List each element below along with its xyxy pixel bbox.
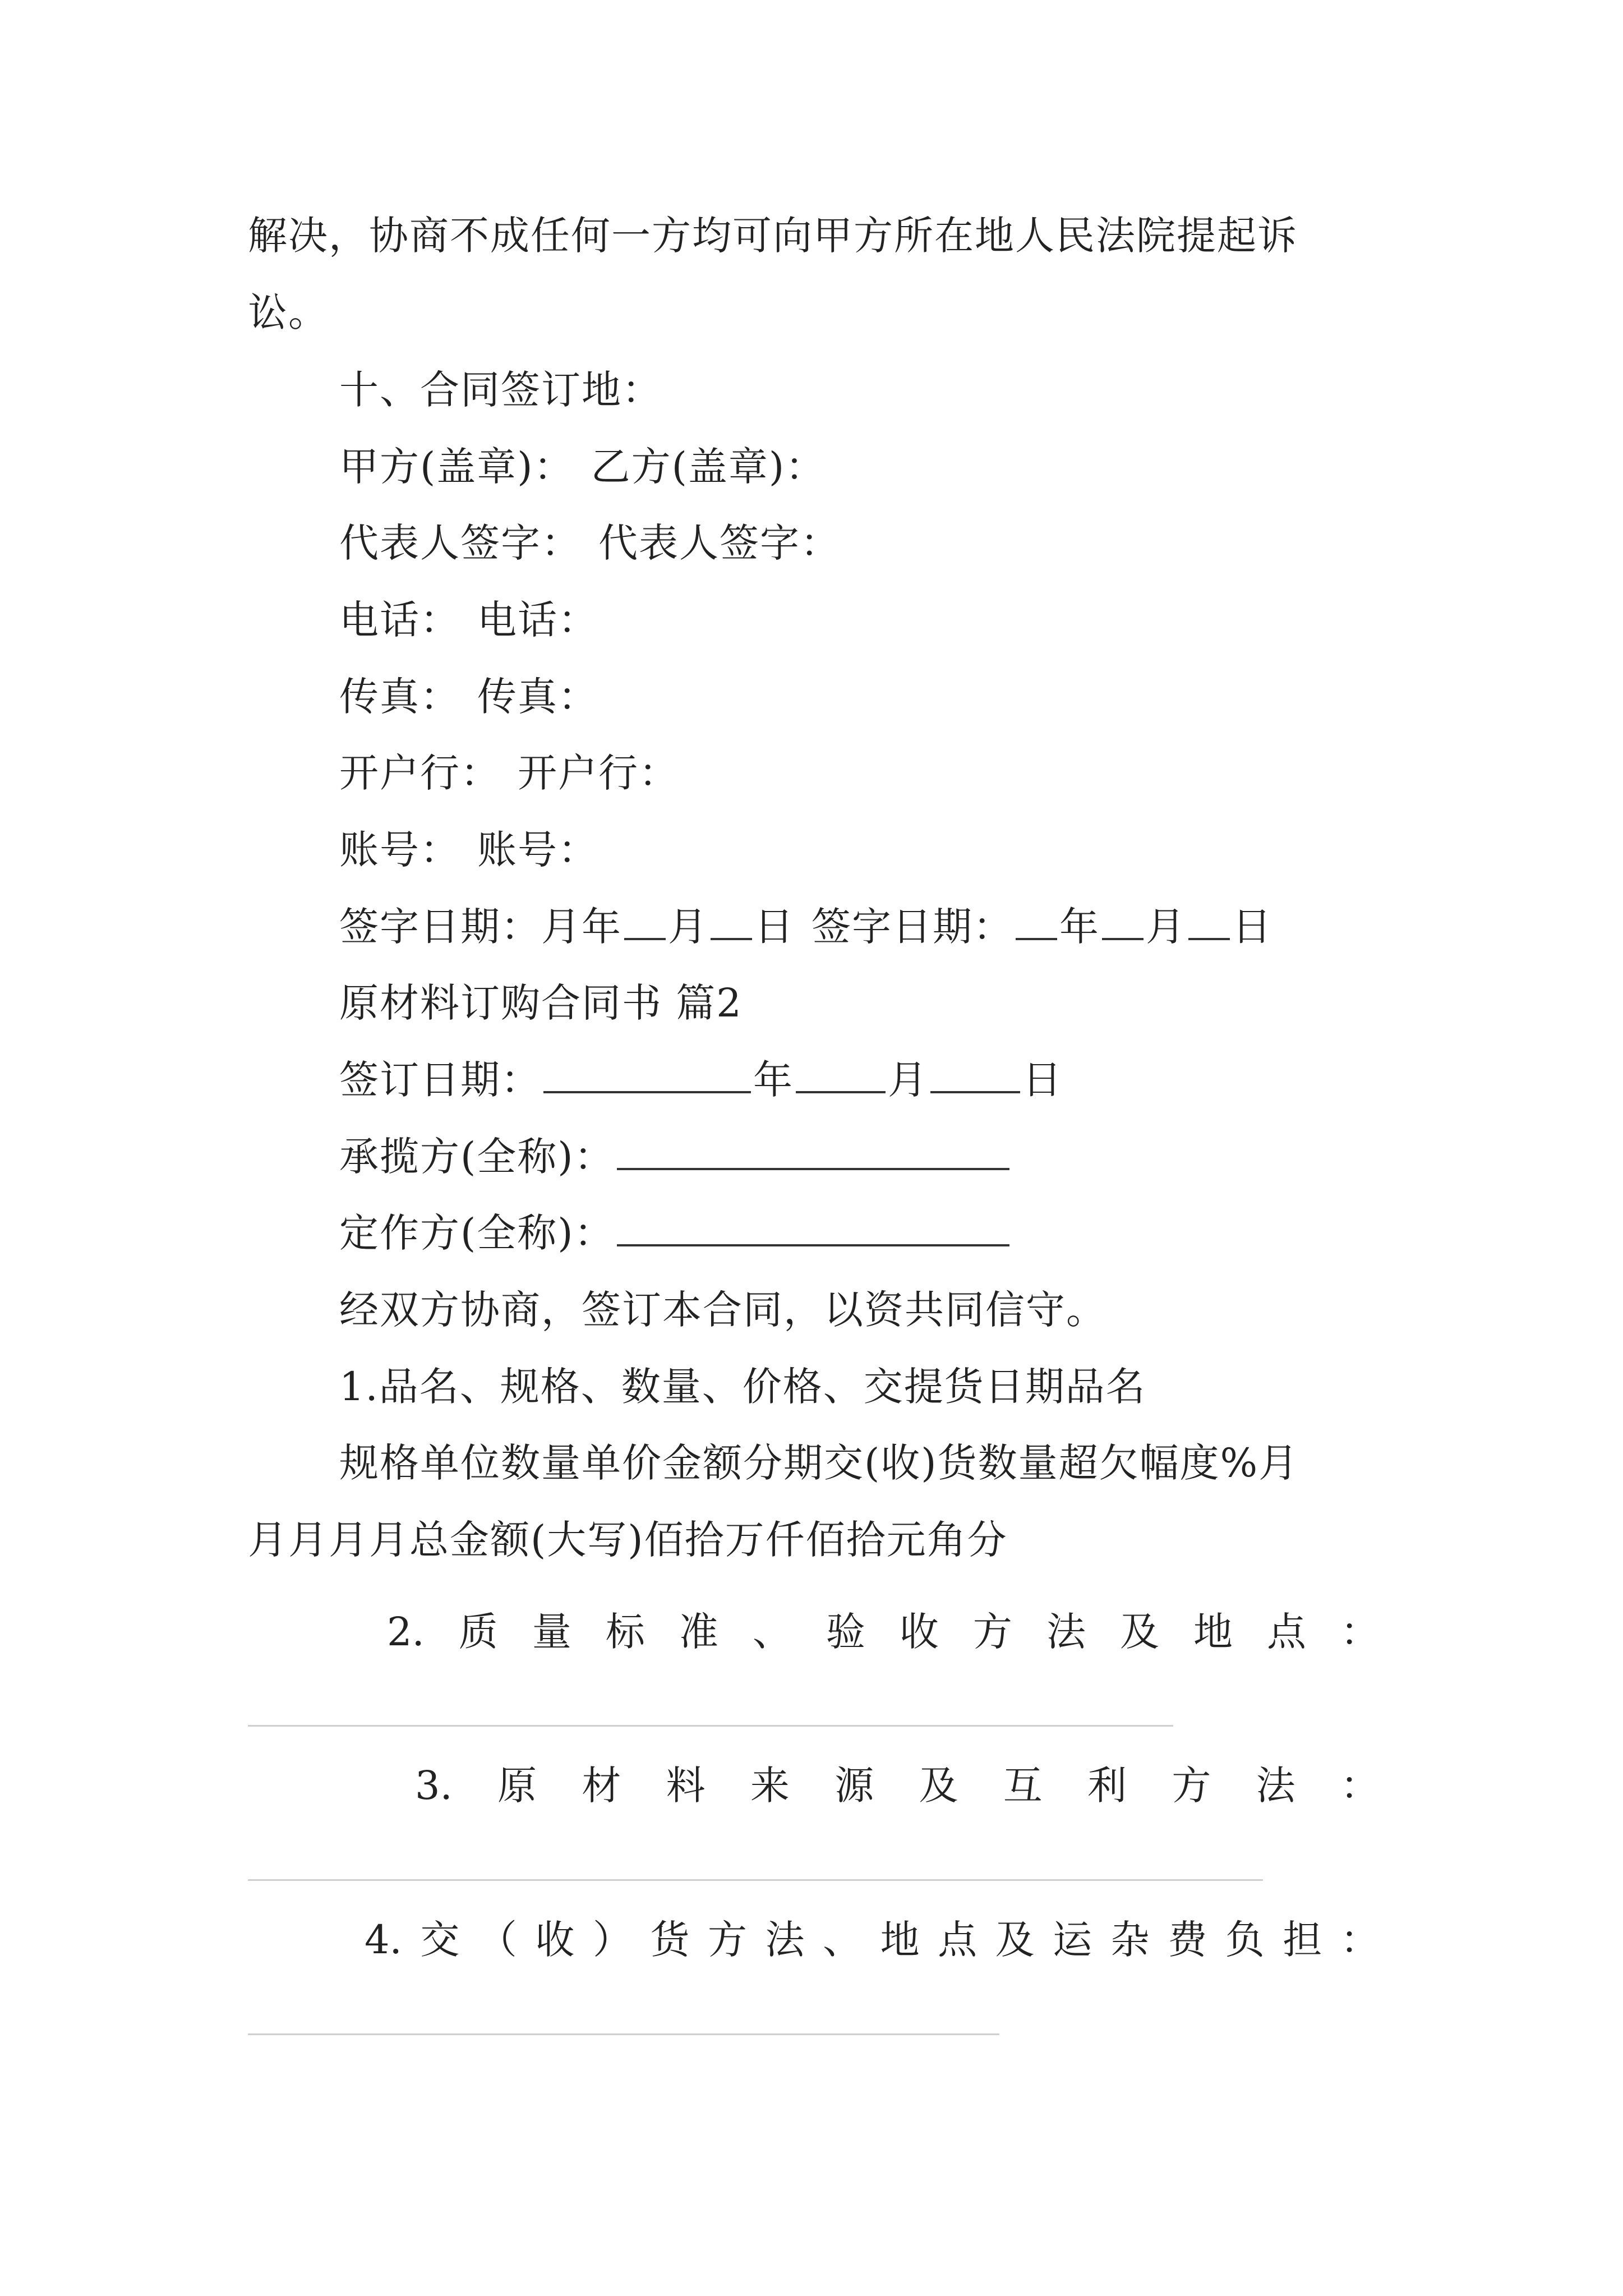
item-4 bbox=[247, 1915, 1380, 1965]
rep-a-label: 代表人签字： bbox=[339, 520, 582, 566]
item-1: 1.品名、规格、数量、价格、交提货日期品名 bbox=[339, 1364, 1146, 1410]
phone-a-label: 电话： bbox=[339, 597, 460, 643]
signature-row-fax bbox=[339, 671, 598, 722]
blank-underline bbox=[617, 1133, 1009, 1170]
blank-underline bbox=[624, 903, 666, 940]
item-3-char: 法 bbox=[1256, 1763, 1295, 1809]
item-2-char: 验 bbox=[826, 1609, 865, 1655]
signature-row-phone bbox=[339, 595, 598, 645]
fax-b-label: 传真： bbox=[477, 674, 598, 720]
section-heading: 十、合同签订地： bbox=[339, 367, 662, 413]
item-2-char: 地 bbox=[1193, 1609, 1233, 1655]
item-2 bbox=[247, 1607, 1380, 1657]
signature-row-seal bbox=[339, 441, 826, 492]
blank-underline bbox=[930, 1056, 1020, 1093]
item-3-char: 源 bbox=[834, 1763, 874, 1809]
item-3-char: 料 bbox=[666, 1763, 706, 1809]
orderer-row bbox=[339, 1208, 1012, 1258]
item-3-char: ： bbox=[1340, 1763, 1380, 1809]
item-3-char: 材 bbox=[582, 1763, 621, 1809]
date-b-label: 签字日期： bbox=[811, 904, 1013, 950]
date-a-day: 日 bbox=[754, 904, 795, 950]
item-2-char: 收 bbox=[899, 1609, 939, 1655]
blank-underline bbox=[796, 1056, 886, 1093]
date-b-year: 年 bbox=[1059, 904, 1100, 950]
item-2-char: ： bbox=[1340, 1609, 1380, 1655]
party-b-seal-label: 乙方(盖章)： bbox=[591, 444, 826, 490]
item-4-char: 及 bbox=[995, 1917, 1035, 1963]
item-4-char: 费 bbox=[1168, 1917, 1207, 1963]
item-4-char: 交 bbox=[420, 1917, 460, 1963]
item-4-char: 收 bbox=[535, 1917, 575, 1963]
sign-date-row bbox=[339, 1055, 1063, 1105]
item-4-char: （ bbox=[477, 1917, 517, 1963]
item-2-char: 质 bbox=[458, 1609, 498, 1655]
contractor-row bbox=[339, 1131, 1012, 1182]
item-2-char: 点 bbox=[1266, 1609, 1306, 1655]
item-4-char: 4. bbox=[365, 1917, 402, 1963]
item-3-char: 来 bbox=[750, 1763, 790, 1809]
item-4-char: 地 bbox=[880, 1917, 920, 1963]
item-4-char: 点 bbox=[938, 1917, 978, 1963]
item-3-char: 3. bbox=[415, 1763, 453, 1809]
date-b-day: 日 bbox=[1232, 904, 1272, 950]
fill-in-rule bbox=[248, 1725, 1173, 1727]
intro-line: 经双方协商，签订本合同，以资共同信守。 bbox=[339, 1287, 1106, 1333]
bank-a-label: 开户行： bbox=[339, 750, 501, 796]
item-4-char: 、 bbox=[823, 1917, 863, 1963]
table-text-line: 月月月月总金额(大写)佰拾万仟佰拾元角分 bbox=[248, 1517, 1008, 1563]
item-2-char: 法 bbox=[1046, 1609, 1086, 1655]
account-a-label: 账号： bbox=[339, 827, 460, 873]
date-a-month: 月 bbox=[668, 904, 708, 950]
orderer-label: 定作方(全称)： bbox=[339, 1210, 615, 1256]
blank-underline bbox=[543, 1056, 751, 1093]
item-4-char: 担 bbox=[1283, 1917, 1322, 1963]
item-4-char: 法 bbox=[765, 1917, 805, 1963]
item-4-char: 方 bbox=[707, 1917, 747, 1963]
item-4-char: 运 bbox=[1053, 1917, 1092, 1963]
blank-underline bbox=[1016, 903, 1057, 940]
item-3-char: 互 bbox=[1003, 1763, 1043, 1809]
item-4-char: ） bbox=[592, 1917, 632, 1963]
item-2-char: 标 bbox=[605, 1609, 645, 1655]
day-label: 日 bbox=[1022, 1057, 1063, 1103]
contractor-label: 承揽方(全称)： bbox=[339, 1134, 615, 1180]
signature-row-date bbox=[339, 901, 1272, 952]
paragraph-line: 讼。 bbox=[248, 289, 329, 335]
blank-underline bbox=[617, 1209, 1009, 1246]
item-3 bbox=[247, 1760, 1380, 1811]
item-3-char: 利 bbox=[1087, 1763, 1127, 1809]
blank-underline bbox=[1188, 903, 1230, 940]
signature-row-rep bbox=[339, 518, 841, 568]
item-2-char: 方 bbox=[972, 1609, 1012, 1655]
account-b-label: 账号： bbox=[477, 827, 598, 873]
table-text-line: 规格单位数量单价金额分期交(收)货数量超欠幅度%月 bbox=[339, 1440, 1299, 1486]
paragraph-line: 解决，协商不成任何一方均可向甲方所在地人民法院提起诉 bbox=[248, 213, 1298, 259]
item-3-char: 及 bbox=[919, 1763, 958, 1809]
phone-b-label: 电话： bbox=[477, 597, 598, 643]
signature-row-account bbox=[339, 825, 598, 875]
fill-in-rule bbox=[248, 1879, 1263, 1881]
rep-b-label: 代表人签字： bbox=[598, 520, 841, 566]
item-2-char: 准 bbox=[679, 1609, 718, 1655]
signature-row-bank bbox=[339, 748, 679, 798]
blank-underline bbox=[711, 903, 752, 940]
item-3-char: 方 bbox=[1172, 1763, 1211, 1809]
date-a-label: 签字日期：月年 bbox=[339, 904, 622, 950]
bank-b-label: 开户行： bbox=[518, 750, 679, 796]
item-4-char: 杂 bbox=[1110, 1917, 1150, 1963]
item-2-char: 及 bbox=[1119, 1609, 1159, 1655]
item-2-char: 2. bbox=[387, 1609, 425, 1655]
item-4-char: ： bbox=[1340, 1917, 1380, 1963]
party-a-seal-label: 甲方(盖章)： bbox=[339, 444, 574, 490]
year-label: 年 bbox=[753, 1057, 794, 1103]
item-4-char: 负 bbox=[1225, 1917, 1265, 1963]
date-b-month: 月 bbox=[1146, 904, 1186, 950]
fax-a-label: 传真： bbox=[339, 674, 460, 720]
item-4-char: 货 bbox=[650, 1917, 690, 1963]
blank-underline bbox=[1102, 903, 1144, 940]
month-label: 月 bbox=[888, 1057, 928, 1103]
item-2-char: 量 bbox=[532, 1609, 571, 1655]
sign-date-label: 签订日期： bbox=[339, 1057, 541, 1103]
fill-in-rule bbox=[248, 2033, 999, 2035]
item-2-char: 、 bbox=[752, 1609, 792, 1655]
document-title: 原材料订购合同书 篇2 bbox=[339, 980, 743, 1026]
item-3-char: 原 bbox=[497, 1763, 537, 1809]
